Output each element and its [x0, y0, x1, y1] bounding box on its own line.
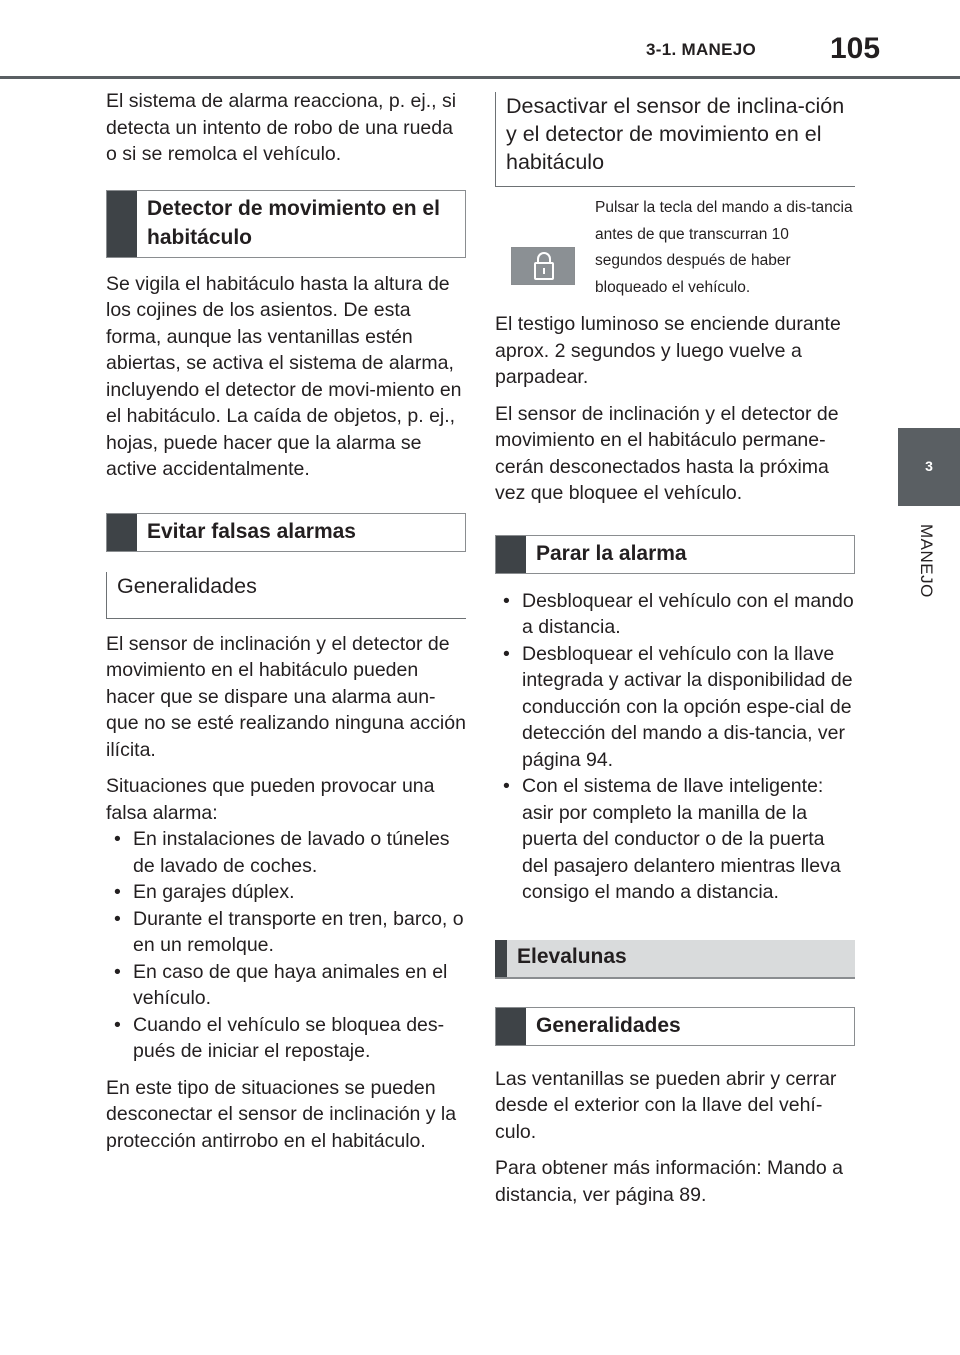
heading-windows [495, 940, 855, 979]
heading-bar [496, 1008, 526, 1045]
heading-text: Parar la alarma [536, 541, 687, 565]
heading-windows-general [495, 1007, 855, 1046]
windows-paragraph: Las ventanillas se pueden abrir y cerrar desde el exterior con la llave del vehí-culo. [495, 1067, 837, 1143]
list-item: • En caso de que haya animales en el vehículo. [106, 959, 466, 1012]
situations-intro: Situaciones que pueden provocar una falsa alarma: [106, 775, 435, 824]
list-item: • En garajes dúplex. [106, 879, 466, 906]
heading-text: Elevalunas [517, 944, 627, 968]
subheading-general: Generalidades [106, 572, 466, 619]
page-number: 105 [830, 32, 881, 65]
heading-bar [107, 514, 137, 551]
subheading-deactivate: Desactivar el sensor de inclina-ción y el detector de movimiento en el habitáculo [495, 92, 855, 187]
list-item: • Cuando el vehículo se bloquea des-pués de iniciar el repostaje. [106, 1012, 466, 1065]
heading-false-alarms [106, 513, 466, 552]
general-paragraph: El sensor de inclinación y el detector de movimiento en el habitáculo pueden hacer que se dispare una alarma aun-que no se esté realizando ninguna acción ilícita. [106, 632, 466, 761]
header-divider [0, 76, 960, 79]
key-instruction [495, 195, 855, 301]
intro-paragraph: El sistema de alarma reacciona, p. ej., si detecta un intento de robo de una rueda o si se remolca el vehículo. [106, 90, 457, 165]
stop-alarm-list [495, 588, 855, 906]
situations-list [106, 826, 466, 1065]
right-column [495, 92, 855, 1218]
heading-bar [496, 536, 526, 573]
left-column [106, 88, 466, 1164]
heading-text: Generalidades [536, 1013, 681, 1037]
list-item: • Desbloquear el vehículo con la llave integrada y activar la disponibilidad de conducción con la opción espe-cial de detección del mando a dis-tancia, ver página 94. [495, 641, 855, 774]
list-item: • Con el sistema de llave inteligente: asir por completo la manilla de la puerta del conductor o de la puerta del pasajero delantero mientras lleva consigo el mando a distancia. [495, 773, 855, 906]
key-description: Pulsar la tecla del mando a dis-tancia antes de que transcurran 10 segundos después de haber bloqueado el vehículo. [595, 199, 853, 296]
heading-text: Detector de movimiento en el habitáculo [147, 196, 440, 249]
lock-icon [511, 247, 575, 285]
disconnect-paragraph: En este tipo de situaciones se pueden desconectar el sensor de inclinación y la protección antirrobo en el habitáculo. [106, 1076, 457, 1152]
list-item: • En instalaciones de lavado o túneles de lavado de coches. [106, 826, 466, 879]
list-item: • Durante el transporte en tren, barco, o en un remolque. [106, 906, 466, 959]
chapter-label: MANEJO [917, 524, 936, 598]
chapter-tab [898, 428, 960, 506]
list-item: • Desbloquear el vehículo con el mando a distancia. [495, 588, 855, 641]
interior-paragraph: Se vigila el habitáculo hasta la altura de los cojines de los asientos. De esta forma, aunque las ventanillas estén abiertas, se activa el sistema de alarma, incluyendo el detector de movi-miento en el habitáculo. La caída de objetos, p. ej., hojas, puede hacer que la alarma se active accidentalmente. [106, 272, 462, 480]
heading-bar [495, 940, 507, 977]
indicator-paragraph: El testigo luminoso se enciende durante aprox. 2 segundos y luego vuelve a parpadear. [495, 313, 841, 388]
remain-paragraph: El sensor de inclinación y el detector de movimiento en el habitáculo permane-cerán desconectados hasta la próxima vez que bloquee el vehículo. [495, 402, 839, 504]
more-info-paragraph: Para obtener más información: Mando a distancia, ver página 89. [495, 1157, 843, 1206]
chapter-number: 3 [925, 458, 933, 474]
heading-stop-alarm [495, 535, 855, 574]
heading-bar [107, 191, 137, 257]
heading-interior-detector [106, 190, 466, 258]
section-title: 3-1. MANEJO [646, 40, 757, 59]
heading-text: Evitar falsas alarmas [147, 519, 356, 543]
